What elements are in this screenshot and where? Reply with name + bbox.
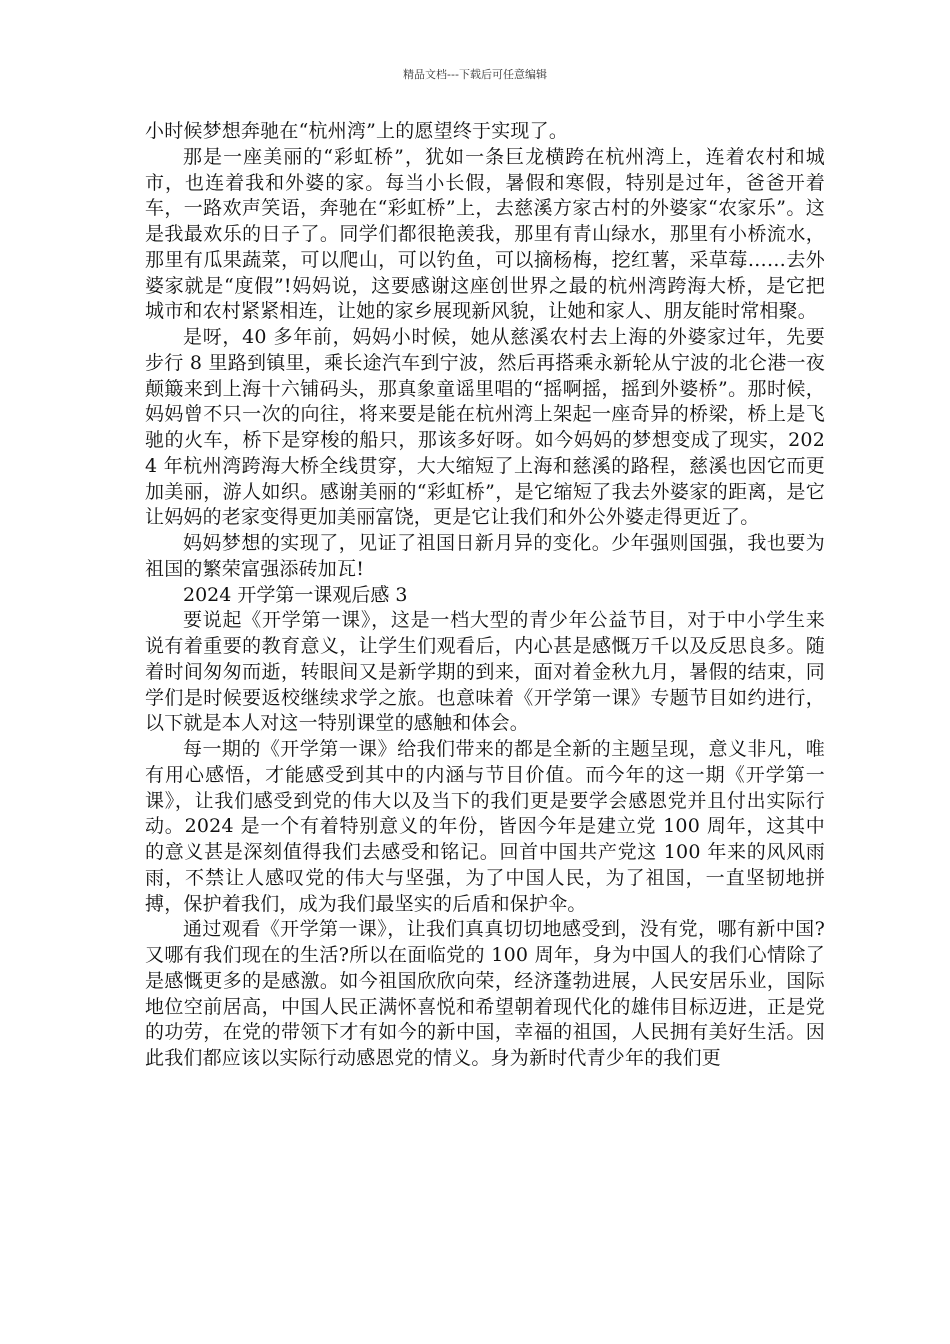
paragraph-2: 那是一座美丽的“彩虹桥”，犹如一条巨龙横跨在杭州湾上，连着农村和城市，也连着我和外婆的家。每当小长假，暑假和寒假，特别是过年，爸爸开着车，一路欢声笑语，奔驰在“彩虹桥”上，去慈溪方家古村的外婆家“农家乐”。这是我最欢乐的日子了。同学们都很艳羡我，那里有青山绿水，那里有小桥流水，那里有瓜果蔬菜，可以爬山，可以钓鱼，可以摘杨梅，挖红薯，采草莓……去外婆家就是“度假”!妈妈说，这要感谢这座创世界之最的杭州湾跨海大桥，是它把城市和农村紧紧相连，让她的家乡展现新风貌，让她和家人、朋友能时常相聚。: [145, 145, 825, 323]
paragraph-7: 通过观看《开学第一课》，让我们真真切切地感受到，没有党，哪有新中国?又哪有我们现在的生活?所以在面临党的 100 周年，身为中国人的我们心情除了是感慨更多的是感激。如今祖国欣欣向荣，经济蓬勃进展，人民安居乐业，国际地位空前居高，中国人民正满怀喜悦和希望朝着现代化的雄伟目标迈进，正是党的功劳，在党的带领下才有如今的新中国，幸福的祖国，人民拥有美好生活。因此我们都应该以实际行动感恩党的情义。身为新时代青少年的我们更: [145, 918, 825, 1069]
page-header: 精品文档---下载后可任意编辑: [403, 68, 547, 81]
document-body: [145, 119, 825, 1072]
paragraph-4: 妈妈梦想的实现了，见证了祖国日新月异的变化。少年强则国强，我也要为祖国的繁荣富强添砖加瓦!: [145, 532, 825, 580]
paragraph-6: 每一期的《开学第一课》给我们带来的都是全新的主题呈现，意义非凡，唯有用心感悟，才能感受到其中的内涵与节目价值。而今年的这一期《开学第一课》，让我们感受到党的伟大以及当下的我们更是要学会感恩党并且付出实际行动。2024 是一个有着特别意义的年份，皆因今年是建立党 100 周年，这其中的意义甚是深刻值得我们去感受和铭记。回首中国共产党这 100 年来的风风雨雨，不禁让人感叹党的伟大与坚强，为了中国人民，为了祖国，一直坚韧地拼搏，保护着我们，成为我们最坚实的后盾和保护伞。: [145, 738, 825, 915]
section-heading: 2024 开学第一课观后感 3: [183, 583, 408, 606]
paragraph-1: 小时候梦想奔驰在“杭州湾”上的愿望终于实现了。: [145, 120, 569, 142]
paragraph-3: 是呀，40 多年前，妈妈小时候，她从慈溪农村去上海的外婆家过年，先要步行 8 里路到镇里，乘长途汽车到宁波，然后再搭乘永新轮从宁波的北仑港一夜颠簸来到上海十六铺码头，那真象童谣里唱的“摇啊摇，摇到外婆桥”。那时候，妈妈曾不只一次的向往，将来要是能在杭州湾上架起一座奇异的桥梁，桥上是飞驰的火车，桥下是穿梭的船只，那该多好呀。如今妈妈的梦想变成了现实，2024 年杭州湾跨海大桥全线贯穿，大大缩短了上海和慈溪的路程，慈溪也因它而更加美丽，游人如织。感谢美丽的“彩虹桥”，是它缩短了我去外婆家的距离，是它让妈妈的老家变得更加美丽富饶，更是它让我们和外公外婆走得更近了。: [145, 326, 825, 529]
paragraph-5: 要说起《开学第一课》，这是一档大型的青少年公益节目，对于中小学生来说有着重要的教育意义，让学生们观看后，内心甚是感慨万千以及反思良多。随着时间匆匆而逝，转眼间又是新学期的到来，面对着金秋九月，暑假的结束，同学们是时候要返校继续求学之旅。也意味着《开学第一课》专题节目如约进行，以下就是本人对这一特别课堂的感触和体会。: [145, 609, 825, 735]
